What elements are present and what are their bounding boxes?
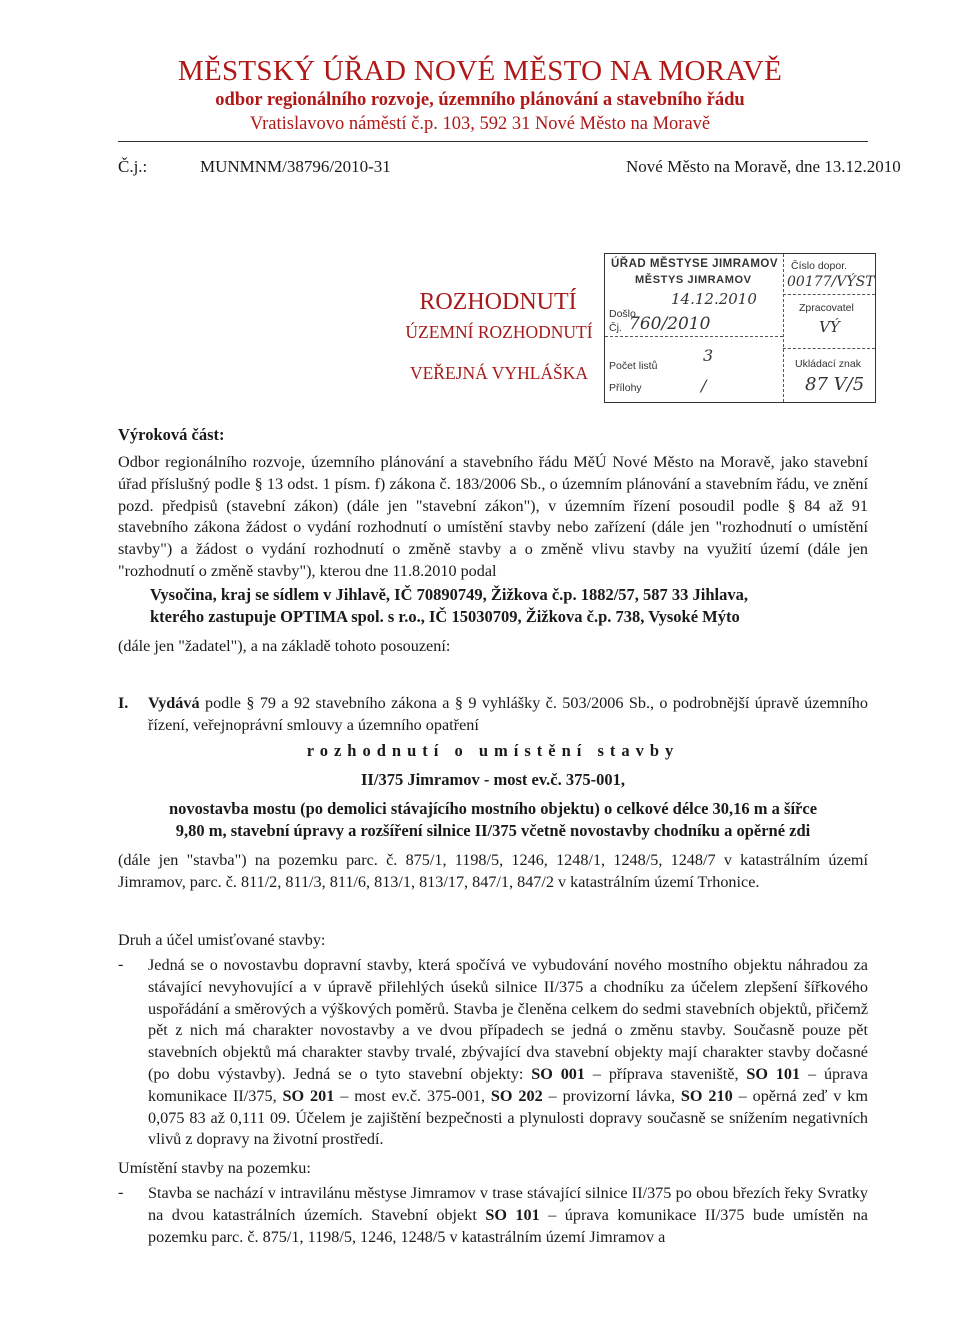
stamp-divider <box>783 294 875 295</box>
stamp-divider <box>783 254 784 402</box>
object-code: SO 202 <box>490 1086 543 1105</box>
parcels-paragraph: (dále jen "stavba") na pozemku parc. č. 875/1, 1198/5, 1246, 1248/1, 1248/5, 1248/7 v katastrálním území Jimramov, parc. č. 811/2, 811/3, 811/6, 813/1, 813/17, 847/1, 847/2 v katastrálním území Trhonice. <box>118 851 868 891</box>
stamp-sheets-value: 3 <box>703 346 714 365</box>
point-number: I. <box>118 694 129 712</box>
stamp-storage-value: 87 V/5 <box>805 374 865 395</box>
purpose-text: Jedná se o novostavbu dopravní stavby, která spočívá ve vybudování nového mostního objektu náhradou za stávající nevyhovující a v úpravě přilehlých úseků silnice II/375 a chodníku za účelem zlepšení šířkového uspořádání a směrových a výškových poměrů. Stavba je členěna celkem do sedmi stavebních objektů, přičemž pět z nich má charakter novostavby a ve dvou případech se jedná o změnu stavby. Současně pouze pět stavebních objektů má charakter stavby trvalé, zbývající dva stavební objekty mají charakter stavby dočasné (po dobu výstavby). Jedná se o tyto stavební objekty: <box>148 956 868 1083</box>
stamp-attachments-value: / <box>701 376 707 395</box>
stamp-divider <box>605 336 783 337</box>
header-divider <box>118 141 868 142</box>
stamp-town: MĚSTYS JIMRAMOV <box>635 274 752 286</box>
stamp-processed-label: Zpracovatel <box>799 302 854 314</box>
stamp-storage-label: Ukládací znak <box>795 358 861 370</box>
location-text: – úprava komunikace II/375 bude umístěn na pozemku parc. č. 875/1, 1198/5, 1246, 1248/5 v katastrálním území Jimramov a <box>148 1205 868 1246</box>
location-heading: Umístění stavby na pozemku: <box>118 1159 311 1177</box>
stamp-received-label: Došlo <box>609 308 636 320</box>
point-paragraph <box>148 693 868 737</box>
purpose-heading: Druh a účel umisťované stavby: <box>118 931 326 949</box>
point-verb: Vydává <box>148 694 200 712</box>
bullet-dash: - <box>118 955 124 973</box>
registry-stamp <box>604 253 876 403</box>
location-paragraph <box>148 1183 868 1248</box>
object-code: SO 001 <box>531 1064 585 1083</box>
object-text: – opěrná zeď v km 0,075 83 až 0,111 09. Účelem je zajištění bezpečnosti a plynulosti dopravy současně se snížením negativních vlivů z dopravy na životní prostředí. <box>148 1086 868 1149</box>
office-address: Vratislavovo náměstí č.p. 103, 592 31 Nové Město na Moravě <box>249 114 711 134</box>
object-text: – most ev.č. 375-001, <box>334 1086 491 1105</box>
project-description: 9,80 m, stavební úpravy a rozšíření silnice II/375 včetně novostavby chodníku a opěrné zdi <box>175 821 811 840</box>
object-code: SO 101 <box>485 1205 540 1224</box>
decision-heading: rozhodnutí o umístění stavby <box>306 741 680 760</box>
document-subtitle: ÚZEMNÍ ROZHODNUTÍ <box>405 322 593 342</box>
stamp-received-value: 14.12.2010 <box>671 290 757 308</box>
applicant-line: Vysočina, kraj se sídlem v Jihlavě, IČ 70890749, Žižkova č.p. 1882/57, 587 33 Jihlava, <box>150 585 749 604</box>
object-text: – příprava staveniště, <box>585 1064 747 1083</box>
object-code: SO 210 <box>680 1086 733 1105</box>
stamp-ref-value: 760/2010 <box>629 314 711 334</box>
location-text: Stavba se nachází v intravilánu městyse Jimramov v trase stávající silnice II/375 po obou březích řeky Svratky na dvou katastrálních územích. Stavební objekt <box>148 1184 868 1224</box>
purpose-paragraph <box>148 955 868 1151</box>
intro-paragraph: Odbor regionálního rozvoje, územního plánování a stavebního řádu MěÚ Nové Město na Moravě, jako stavební úřad příslušný podle § 13 odst. 1 písm. f) zákona č. 183/2006 Sb., o územním plánování a stavebním řádu, ve znění pozd. předpisů (stavební zákon) (dále jen "stavební zákon"), v územním řízení posoudil podle § 84 až 91 stavebního zákona žádost o vydání rozhodnutí o umístění stavby nebo zařízení (dále jen "rozhodnutí o umístění stavby") a žádost o vydání rozhodnutí o změně stavby a o změně vlivu stavby na využití území (dále jen "rozhodnutí o změně stavby"), kterou dne 11.8.2010 podal <box>118 453 868 580</box>
reference-label: Č.j.: <box>118 157 148 176</box>
document-title: ROZHODNUTÍ <box>419 289 577 315</box>
reference-number: MUNMNM/38796/2010-31 <box>200 157 391 176</box>
applicant-note: (dále jen "žadatel"), a na základě tohoto posouzení: <box>118 637 451 655</box>
project-name: II/375 Jimramov - most ev.č. 375-001, <box>361 770 625 789</box>
stamp-office: ÚŘAD MĚSTYSE JIMRAMOV <box>611 258 779 270</box>
stamp-attachments-label: Přílohy <box>609 382 642 394</box>
place-date: Nové Město na Moravě, dne 13.12.2010 <box>626 157 901 176</box>
section-title: Výroková část: <box>118 425 225 444</box>
stamp-file-no-value: 00177/VÝST <box>787 274 875 290</box>
applicant-representative: kterého zastupuje OPTIMA spol. s r.o., IČ 15030709, Žižkova č.p. 738, Vysoké Mýto <box>150 607 740 626</box>
bullet-dash: - <box>118 1183 124 1201</box>
department-name: odbor regionálního rozvoje, územního plánování a stavebního řádu <box>215 90 745 110</box>
object-code: SO 101 <box>746 1064 801 1083</box>
stamp-sheets-label: Počet listů <box>609 360 658 372</box>
project-description: novostavba mostu (po demolici stávajícího mostního objektu) o celkové délce 30,16 m a šířce <box>168 799 818 818</box>
office-name: MĚSTSKÝ ÚŘAD NOVÉ MĚSTO NA MORAVĚ <box>177 55 783 87</box>
stamp-ref-label: Čj. <box>609 322 622 334</box>
stamp-file-no-label: Číslo dopor. <box>791 260 848 272</box>
public-notice-title: VEŘEJNÁ VYHLÁŠKA <box>409 363 589 383</box>
object-text: – provizorní lávka, <box>542 1086 681 1105</box>
point-text: podle § 79 a 92 stavebního zákona a § 9 vyhlášky č. 503/2006 Sb., o podrobnější úpravě územního řízení, veřejnoprávní smlouvy a územního opatření <box>148 694 868 734</box>
object-code: SO 201 <box>282 1086 335 1105</box>
stamp-processed-value: VÝ <box>819 318 840 336</box>
stamp-divider <box>783 348 875 349</box>
object-text: – úprava komunikace II/375, <box>148 1064 868 1105</box>
